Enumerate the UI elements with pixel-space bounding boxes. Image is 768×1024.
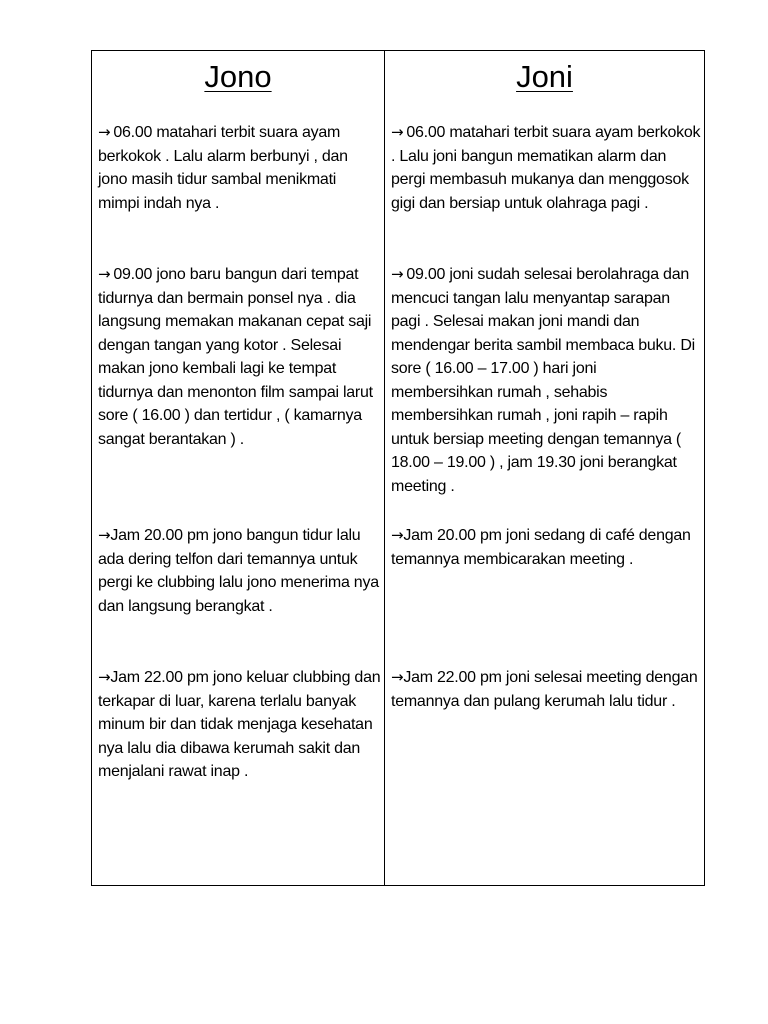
- right-arrow-icon: →: [391, 526, 404, 544]
- column-jono: [92, 51, 385, 885]
- right-arrow-icon: →: [391, 265, 404, 283]
- column-heading-joni: Joni: [516, 59, 573, 94]
- right-arrow-icon: →: [98, 123, 111, 141]
- entry-joni-2200: →Jam 22.00 pm joni selesai meeting dengan temannya dan pulang kerumah lalu tidur .: [391, 668, 698, 710]
- entry-jono-2200: →Jam 22.00 pm jono keluar clubbing dan terkapar di luar, karena terlalu banyak minum bir dan tidak menjaga kesehatan nya lalu dia dibawa kerumah sakit dan menjalani rawat inap .: [98, 668, 381, 780]
- right-arrow-icon: →: [391, 668, 404, 686]
- comparison-table: [91, 50, 705, 886]
- entry-joni-0600: → 06.00 matahari terbit suara ayam berkokok . Lalu joni bangun mematikan alarm dan pergi membasuh mukanya dan menggosok gigi dan bersiap untuk olahraga pagi .: [391, 123, 701, 212]
- right-arrow-icon: →: [98, 265, 111, 283]
- entry-jono-2000: →Jam 20.00 pm jono bangun tidur lalu ada dering telfon dari temannya untuk pergi ke clubbing lalu jono menerima nya dan langsung berangkat .: [98, 526, 379, 615]
- entry-joni-0900: → 09.00 joni sudah selesai berolahraga dan mencuci tangan lalu menyantap sarapan pagi . Selesai makan joni mandi dan mendengar berita sambil membaca buku. Di sore ( 16.00 – 17.00 ) hari joni membersihkan rumah , sehabis membersihkan rumah , joni rapih – rapih untuk bersiap meeting dengan temannya ( 18.00 – 19.00 ) , jam 19.30 joni berangkat meeting .: [391, 265, 695, 495]
- entry-jono-0600: → 06.00 matahari terbit suara ayam berkokok . Lalu alarm berbunyi , dan jono masih tidur sambal menikmati mimpi indah nya .: [98, 123, 348, 212]
- column-joni: [385, 51, 704, 885]
- right-arrow-icon: →: [98, 668, 111, 686]
- right-arrow-icon: →: [391, 123, 404, 141]
- entry-jono-0900: → 09.00 jono baru bangun dari tempat tidurnya dan bermain ponsel nya . dia langsung memakan makanan cepat saji dengan tangan yang kotor . Selesai makan jono kembali lagi ke tempat tidurnya dan menonton film sampai larut sore ( 16.00 ) dan tertidur , ( kamarnya sangat berantakan ) .: [98, 265, 373, 448]
- column-heading-jono: Jono: [204, 59, 272, 94]
- entry-joni-2000: →Jam 20.00 pm joni sedang di café dengan temannya membicarakan meeting .: [391, 526, 691, 568]
- right-arrow-icon: →: [98, 526, 111, 544]
